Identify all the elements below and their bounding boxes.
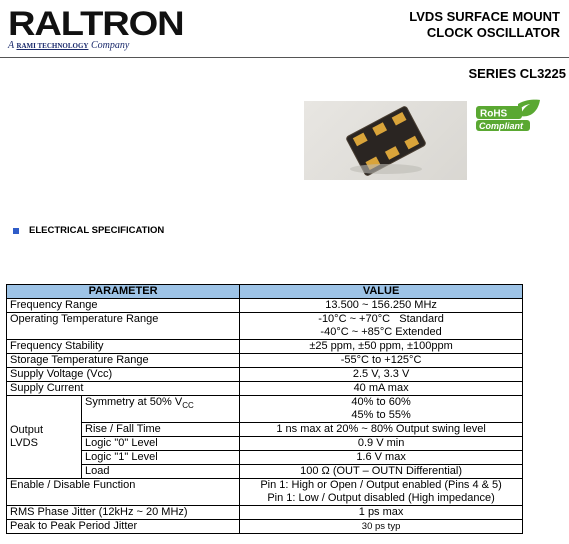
- leaf-icon: [474, 98, 542, 136]
- table-row: [7, 465, 523, 479]
- value-line-2: 45% to 55%: [351, 409, 411, 421]
- raltron-logo: [8, 5, 196, 51]
- value-cell: 40 mA max: [240, 382, 523, 396]
- value-cell: 30 ps typ: [240, 520, 523, 534]
- param-cell: Supply Voltage (Vcc): [7, 368, 240, 382]
- table-row: [7, 396, 523, 423]
- output-label-line-1: Output: [10, 424, 44, 436]
- value-cell: 13.500 ~ 156.250 MHz: [240, 299, 523, 313]
- product-photo: [304, 101, 467, 180]
- table-row: [7, 313, 523, 340]
- param-cell: Supply Current: [7, 382, 240, 396]
- value-cell: 100 Ω (OUT – OUTN Differential): [240, 465, 523, 479]
- header-parameter: PARAMETER: [7, 285, 240, 299]
- bullet-icon: [13, 228, 19, 234]
- param-cell: Rise / Fall Time: [82, 423, 240, 437]
- value-cell: -55°C to +125°C: [240, 354, 523, 368]
- table-row: [7, 368, 523, 382]
- output-group-label: [7, 396, 82, 479]
- logo-tagline: [8, 40, 129, 51]
- table-header-row: [7, 285, 523, 299]
- value-cell: [240, 479, 523, 506]
- section-title: ELECTRICAL SPECIFICATION: [29, 225, 165, 236]
- value-line-1: Pin 1: High or Open / Output enabled (Pins 4 & 5): [260, 479, 502, 491]
- spec-table: [6, 284, 523, 534]
- table-row: [7, 423, 523, 437]
- param-cell: Frequency Stability: [7, 340, 240, 354]
- table-row: [7, 451, 523, 465]
- tagline-brand: RAMI TECHNOLOGY: [16, 42, 89, 50]
- table-row: [7, 340, 523, 354]
- param-cell: RMS Phase Jitter (12kHz ~ 20 MHz): [7, 506, 240, 520]
- tagline-prefix: A: [8, 40, 14, 51]
- value-cell: 1.6 V max: [240, 451, 523, 465]
- value-line-2: -40°C ~ +85°C Extended: [320, 326, 442, 338]
- table-row: [7, 479, 523, 506]
- header-value: VALUE: [240, 285, 523, 299]
- value-cell: [240, 313, 523, 340]
- output-label-line-2: LVDS: [10, 437, 38, 449]
- param-cell: Storage Temperature Range: [7, 354, 240, 368]
- value-cell: 0.9 V min: [240, 437, 523, 451]
- param-cell: Operating Temperature Range: [7, 313, 240, 340]
- section-heading: [13, 225, 164, 236]
- vcc-subscript: CC: [182, 401, 194, 411]
- table-row: [7, 437, 523, 451]
- oscillator-package-icon: [304, 101, 467, 180]
- value-line-1: 40% to 60%: [351, 396, 411, 408]
- param-cell: [82, 396, 240, 423]
- tagline-suffix: Company: [90, 40, 130, 51]
- compliant-text: Compliant: [479, 121, 523, 131]
- rohs-badge: [474, 98, 542, 136]
- value-cell: 1 ps max: [240, 506, 523, 520]
- symmetry-label: Symmetry at 50% V: [85, 396, 183, 408]
- param-cell: Logic "1" Level: [82, 451, 240, 465]
- table-row: [7, 299, 523, 313]
- table-row: [7, 382, 523, 396]
- title-line-1: LVDS SURFACE MOUNT: [409, 9, 560, 24]
- param-cell: Frequency Range: [7, 299, 240, 313]
- document-title: [409, 9, 560, 41]
- title-line-2: CLOCK OSCILLATOR: [426, 25, 560, 40]
- param-cell: Load: [82, 465, 240, 479]
- series-label: SERIES CL3225: [468, 66, 566, 81]
- value-cell: 1 ns max at 20% ~ 80% Output swing level: [240, 423, 523, 437]
- header-divider: [0, 57, 569, 58]
- table-row: [7, 506, 523, 520]
- value-line-2: Pin 1: Low / Output disabled (High impedance): [267, 492, 495, 504]
- param-cell: Logic "0" Level: [82, 437, 240, 451]
- value-cell: 2.5 V, 3.3 V: [240, 368, 523, 382]
- table-row: [7, 520, 523, 534]
- rohs-text: RoHS: [480, 108, 508, 120]
- value-line-1: -10°C ~ +70°C Standard: [318, 313, 444, 325]
- logo-wordmark: RALTRON: [8, 5, 184, 43]
- value-cell: [240, 396, 523, 423]
- param-cell: Peak to Peak Period Jitter: [7, 520, 240, 534]
- table-row: [7, 354, 523, 368]
- value-cell: ±25 ppm, ±50 ppm, ±100ppm: [240, 340, 523, 354]
- param-cell: Enable / Disable Function: [7, 479, 240, 506]
